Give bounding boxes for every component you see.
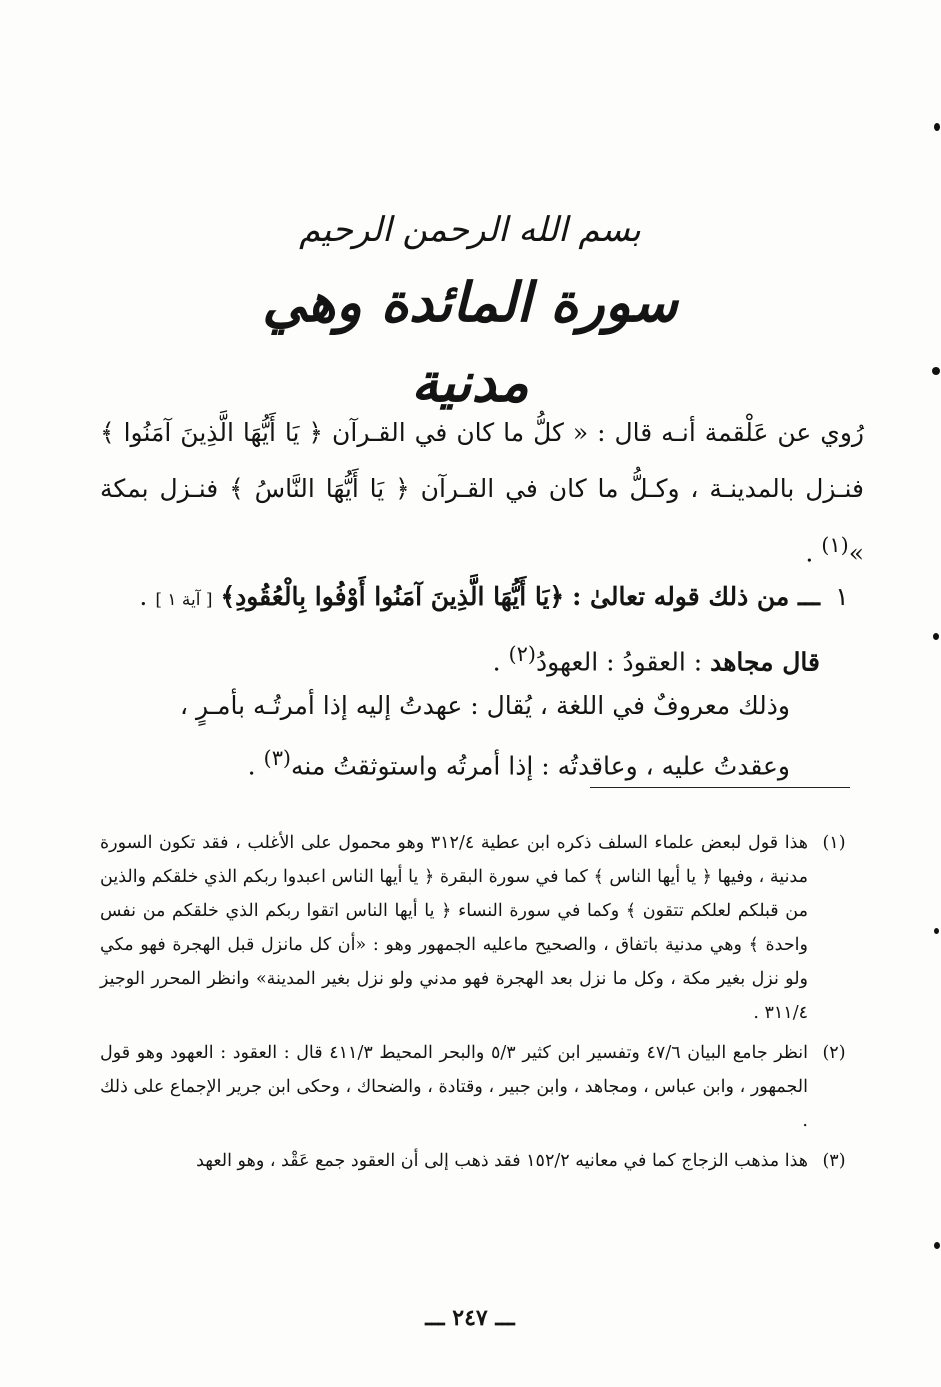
quran-verse: ﴿يَا أَيُّهَا الَّذِينَ آمَنُوا أَوْفُوا بِالْعُقُودِ﴾ [220, 582, 565, 611]
scan-speck [934, 1242, 940, 1249]
scan-speck [932, 367, 940, 375]
footnote-1 [100, 826, 860, 1030]
footnote-text: انظر جامع البيان ٤٧/٦ وتفسير ابن كثير ٥/٣ والبحر المحيط ٤١١/٣ قال : العقود : العهود وهو قول الجمهور ، وابن عباس ، ومجاهد ، وابن جبير ، وقتادة ، والضحاك ، وحكى ابن جرير الإجماع على ذلك . [100, 1043, 809, 1131]
footnote-ref: (١) [821, 533, 849, 557]
footnote-2 [100, 1036, 860, 1138]
intro-end: . [805, 538, 822, 568]
entry-1 [100, 570, 864, 689]
page-number: ـــ ٢٤٧ ـــ [425, 1305, 515, 1331]
verse-reference: [ آية ١ ] [155, 590, 213, 610]
entry-lead: ـــ من ذلك قوله تعالىٰ : [572, 582, 820, 611]
entry-1-line [100, 570, 864, 627]
scan-speck [934, 123, 940, 131]
entry-end: . [139, 582, 156, 611]
scan-speck [934, 928, 939, 934]
mujahid-end: . [492, 647, 509, 677]
footnote-ref: (٢) [508, 642, 536, 666]
entry-number: ١ [835, 582, 849, 611]
basmala: بسم الله الرحمن الرحيم [299, 210, 641, 250]
footnote-number: (٣) [822, 1151, 846, 1171]
language-end: . [247, 751, 264, 781]
intro-text: رُوي عن عَلْقمة أنـه قال : « كلُّ ما كان في القـرآن ﴿ يَا أَيُّهَا الَّذِينَ آمَنُوا ﴾ فنـزل بالمدينـة ، وكـلُّ ما كان في القـرآن ﴿ يَا أَيُّهَا النَّاسُ ﴾ فنـزل بمكة » [100, 418, 864, 568]
footnote-3 [100, 1144, 860, 1178]
footnote-text: هذا قول لبعض علماء السلف ذكره ابن عطية ٣١٢/٤ وهو محمول على الأغلب ، فقد تكون السورة مدنية ، وفيها ﴿ يا أيها الناس ﴾ كما في سورة البقرة ﴿ يا أيها الناس اعبدوا ربكم الذي خلقكم والذين من قبلكم لعلكم تتقون ﴾ وكما في سورة النساء ﴿ يا أيها الناس اتقوا ربكم الذي خلقكم من نفس واحدة ﴾ وهي مدنية باتفاق ، والصحيح ماعليه الجمهور وهو : «أن كل مانزل قبل الهجرة فهو مكي ولو نزل بغير مكة ، وكل ما نزل بعد الهجرة فهو مدني ولو نزل بغير المدينة» وانظر المحرر الوجيز ٣١١/٤ . [100, 833, 808, 1023]
footnote-text: هذا مذهب الزجاج كما في معانيه ١٥٢/٢ فقد ذهب إلى أن العقود جمع عَقْد ، وهو العهد [196, 1151, 808, 1171]
language-text: وذلك معروفٌ في اللغة ، يُقال : عهدتُ إليه إذا أمرتُـه بأمـرٍ ، وعقدتُ عليه ، وعاقدتُه : إذا أمرتُه واستوثقتُ منه [179, 691, 790, 781]
footnote-number: (٢) [822, 1043, 846, 1063]
footnote-ref: (٣) [263, 746, 292, 770]
mujahid-text: : العقودُ : العهودُ [535, 647, 711, 677]
mujahid-label: قال مجاهد [710, 647, 820, 677]
footnote-divider [590, 787, 850, 788]
footnotes [100, 826, 860, 1184]
footnote-number: (١) [822, 833, 846, 853]
scan-speck [933, 633, 939, 640]
intro-paragraph [100, 405, 864, 581]
surah-title: سورة المائدة وهي مدنية [262, 270, 678, 414]
entry-1-text [100, 570, 820, 627]
language-paragraph [100, 680, 790, 792]
